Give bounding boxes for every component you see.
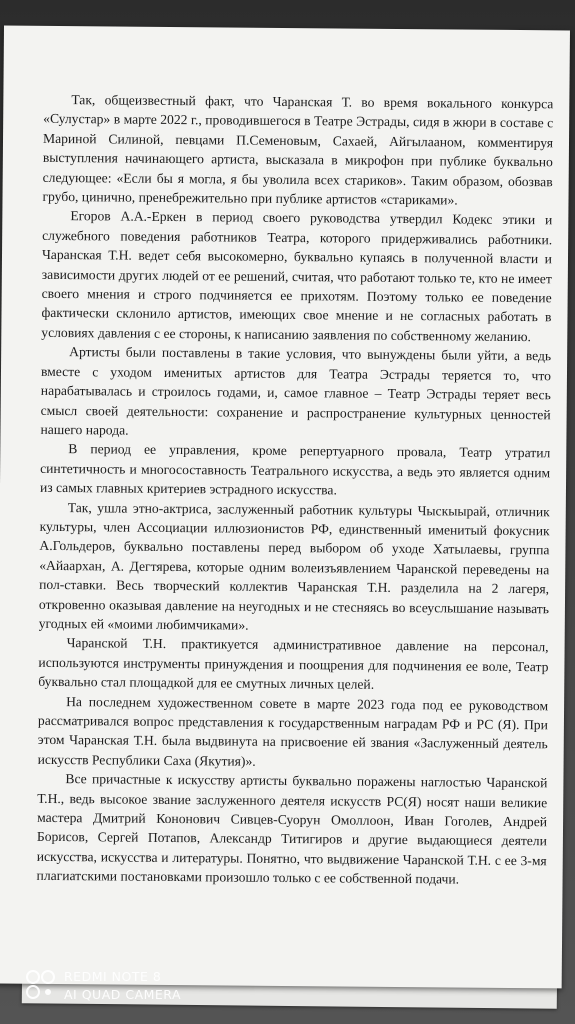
- watermark-model: REDMI NOTE 8: [64, 969, 162, 984]
- paragraph-1: Так, общеизвестный факт, что Чаранская Т. во время вокального конкурса «Сулустар» в марте 2022 г., проводившегося в Театре Эстрады, сидя в жюри в составе с Мариной Силиной, певцами П.Семеновым, Сахаей, Айгылааном, комментируя выступления начинающего артиста, высказала в микрофон при публике буквально следующее: «Если бы я могла, я бы уволила всех стариков». Таким образом, обозвав грубо, цинично, пренебрежительно при публике артистов «стариками».: [42, 92, 554, 208]
- paragraph-5: Так, ушла этно-актриса, заслуженный работник культуры Чыскыырай, отличник культуры, член Ассоциации иллюзионистов РФ, единственный именитый фокусник А.Гольдеров, буквально поставлены перед выбором об уходе Хатылаевы, группа «Айаархан, А. Дегтярева, которые одним волеизъявлением Чаранской переведены на пол-ставки. Весь творческий коллектив Чаранская Т.Н. разделила на 2 лагеря, откровенно оказывая давление на неугодных и не стесняясь во всеуслышание называть угодных ей «моими любимчиками».: [38, 499, 550, 633]
- paragraph-6: Чаранской Т.Н. практикуется административное давление на персонал, используются инструменты принуждения и поощрения для подчинения ее воле, Театр буквально стал площадкой для ее смутных личных целей.: [38, 635, 549, 692]
- paragraph-8: Все причастные к искусству артисты буквально поражены наглостью Чаранской Т.Н., ведь высокое звание заслуженного деятеля искусств РС(Я) носят наши великие мастера Дмитрий Кононович Сивцев-Суорун Омоллоон, Иван Гоголев, Андрей Борисов, Сергей Потапов, Александр Титигиров и другие выдающиеся деятели искусства, искусства и литературы. Понятно, что выдвижение Чаранской Т.Н. с ее 3-мя плагиатскими постановками произошло только с ее собственной подачи.: [36, 771, 548, 887]
- paragraph-4: В период ее управления, кроме репертуарного провала, Театр утратил синтетичность и многосоставность Театрального искусства, а ведь это является одним из самых главных критериев эстрадного искусства.: [39, 441, 551, 498]
- document-page: [0, 26, 570, 989]
- watermark-camera: AI QUAD CAMERA: [64, 987, 182, 1002]
- document-body: [37, 90, 554, 890]
- paragraph-3: Артисты были поставлены в такие условия, что вынуждены были уйти, а ведь вместе с уходом именитых артистов для Театра Эстрады теряется то, что нарабатывалась и строилось годами, и, самое главное – Театр Эстрады теряет весь смысл своей деятельности: сохранение и распространение культурных ценностей нашего народа.: [40, 344, 552, 438]
- paragraph-7: На последнем художественном совете в марте 2023 года под ее руководством рассматривался вопрос представления к государственным наградам РФ и РС (Я). При этом Чаранская Т.Н. была выдвинута на присвоение ей звания «Заслуженный деятель искусств Республики Саха (Якутия)».: [37, 693, 549, 769]
- quad-camera-icon: [24, 968, 58, 1002]
- paragraph-2: Егоров А.А.-Еркен в период своего руководства утвердил Кодекс этики и служебного поведения работников Театра, которого придерживались работники. Чаранская Т.Н. ведет себя высокомерно, буквально купаясь в полученной власти и зависимости других людей от ее решений, считая, что работают только те, кто не имеет своего мнения и строго подчиняется ее прихотям. Поэтому только ее поведение фактически склонило артистов, имеющих свое мнение и не согласных работать в условиях давления с ее стороны, к написанию заявления по собственному желанию.: [41, 208, 553, 345]
